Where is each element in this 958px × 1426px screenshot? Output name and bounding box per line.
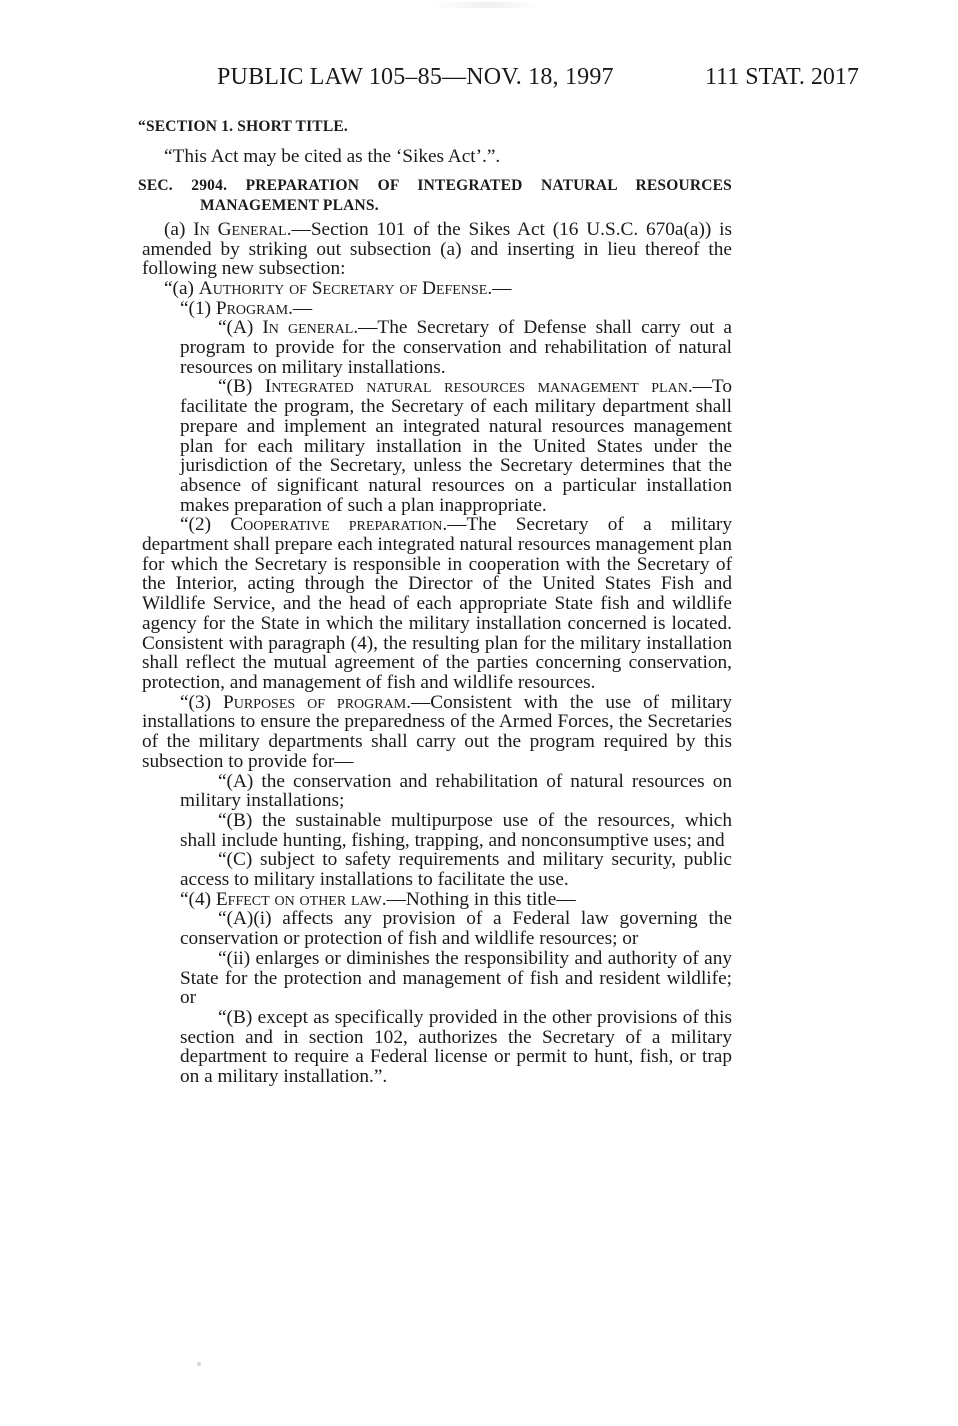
paragraph-4-caption: Effect on other law bbox=[215, 888, 382, 910]
inserted-subsection-a-heading bbox=[142, 279, 732, 299]
paragraph-1-B bbox=[142, 377, 732, 515]
paragraph-1-heading bbox=[142, 299, 732, 319]
paragraph-2-text: .—The Secretary of a military department shall prepare each integrated natural resources management plan for which the Secretary is responsible in cooperation with the Secretary of the Interior, acting through the Director of the United States Fish and Wildlife Service, and the head of each appropriate State fish and wildlife agency for the State in which the military installation concerned is located. Consistent with paragraph (4), the resulting plan for the military installation shall reflect the mutual agreement of the parties concerning conservation, protection, and management of fish and wildlife resources. bbox=[142, 514, 732, 693]
paragraph-1-A bbox=[142, 318, 732, 377]
document-body bbox=[138, 117, 732, 1088]
paragraph-1-A-caption: In general bbox=[262, 317, 354, 339]
subsection-a-text: .—Section 101 of the Sikes Act (16 U.S.C. 670a(a)) is amended by striking out subsection (a) and inserting in lieu thereof the following new subsection: bbox=[142, 218, 732, 280]
paragraph-3-B: “(B) the sustainable multipurpose use of the resources, which shall include hunting, fishing, trapping, and nonconsumptive uses; and bbox=[180, 809, 732, 851]
section-2904-heading bbox=[138, 176, 732, 215]
paragraph-3 bbox=[142, 693, 732, 772]
paragraph-2-caption: Cooperative preparation bbox=[230, 514, 443, 536]
paragraph-1-caption: Program bbox=[215, 297, 289, 319]
subsection-a-caption: In General bbox=[193, 218, 287, 240]
paragraph-1-B-caption: Integrated natural resources management plan bbox=[264, 376, 688, 398]
scan-artifact bbox=[432, 2, 542, 8]
inserted-subsection-a-prefix: “(a) bbox=[164, 277, 199, 299]
subsection-a-label: (a) bbox=[164, 218, 194, 240]
short-title-text: “This Act may be cited as the ‘Sikes Act’.”. bbox=[164, 145, 501, 167]
paragraph-2-prefix: “(2) bbox=[180, 514, 231, 536]
paragraph-4-B: “(B) except as specifically provided in the other provisions of this section and in section 102, authorizes the Secretary of a military department to require a Federal license or permit to hunt, fish, or trap on a military installation.”. bbox=[180, 1006, 732, 1088]
paragraph-4 bbox=[142, 890, 732, 910]
paragraph-3-C: “(C) subject to safety requirements and military security, public access to military installations to facilitate the use. bbox=[180, 849, 732, 891]
paragraph-1-suffix: .— bbox=[288, 297, 313, 319]
section-2904-heading-line1: SEC. 2904. PREPARATION OF INTEGRATED NATURAL RESOURCES bbox=[138, 177, 732, 195]
section-2904-heading-line2: MANAGEMENT PLANS. bbox=[200, 197, 379, 215]
paragraph-3-caption: Purposes of program bbox=[222, 691, 407, 713]
paragraph-4-A-i: “(A)(i) affects any provision of a Federal law governing the conservation or protection of fish and wildlife resources; or bbox=[180, 908, 732, 950]
paragraph-1-A-prefix: “(A) bbox=[218, 317, 263, 339]
paragraph-4-A-ii: “(ii) enlarges or diminishes the responsibility and authority of any State for the protection and management of fish and resident wildlife; or bbox=[180, 947, 732, 1009]
scan-speck bbox=[197, 1362, 201, 1366]
paragraph-2 bbox=[142, 515, 732, 692]
subsection-a-in-general bbox=[142, 220, 732, 279]
inserted-subsection-a-caption: Authority of Secretary of Defense bbox=[198, 277, 488, 299]
paragraph-3-text: .—Consistent with the use of military installations to ensure the preparedness of the Armed Forces, the Secretaries of the military departments shall carry out the program required by this subsection to provide for— bbox=[142, 691, 732, 772]
statute-page-reference: 111 STAT. 2017 bbox=[705, 64, 859, 90]
paragraph-1-B-prefix: “(B) bbox=[218, 376, 265, 398]
inserted-subsection-a-suffix: .— bbox=[487, 277, 512, 299]
paragraph-1-A-text: .—The Secretary of Defense shall carry out a program to provide for the conservation and rehabilitation of natural resources on military installations. bbox=[180, 317, 732, 378]
paragraph-3-prefix: “(3) bbox=[180, 691, 223, 713]
running-title: PUBLIC LAW 105–85—NOV. 18, 1997 bbox=[217, 64, 614, 90]
paragraph-4-prefix: “(4) bbox=[180, 888, 216, 910]
section-1-text bbox=[142, 147, 732, 167]
paragraph-1-prefix: “(1) bbox=[180, 297, 216, 319]
paragraph-1-B-text: .—To facilitate the program, the Secretary of each military department shall prepare and implement an integrated natural resources management plan for each military installation in the United States under the jurisdiction of the Secretary, unless the Secretary determines that the absence of significant natural resources on a particular installation makes preparation of such a plan inappropriate. bbox=[180, 376, 732, 516]
paragraph-4-text: .—Nothing in this title— bbox=[381, 888, 576, 910]
page-header bbox=[0, 64, 958, 98]
paragraph-3-A: “(A) the conservation and rehabilitation of natural resources on military installations; bbox=[180, 770, 732, 812]
section-1-heading: “SECTION 1. SHORT TITLE. bbox=[138, 118, 348, 135]
